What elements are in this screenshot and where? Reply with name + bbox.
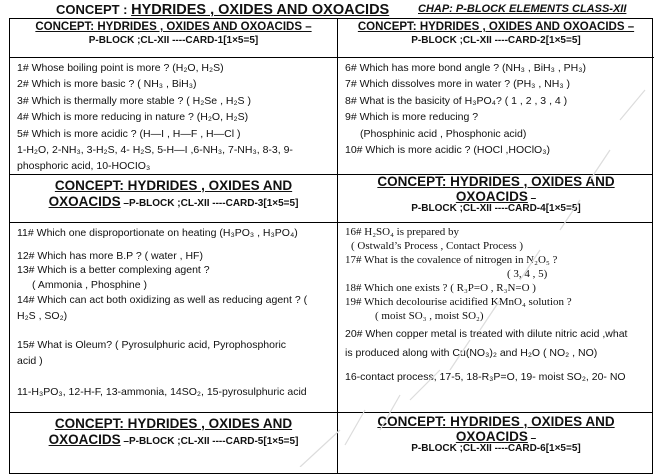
concept-title: HYDRIDES , OXIDES AND OXOACIDS bbox=[131, 2, 390, 18]
question-16-options: ( Ostwald’s Process , Contact Process ) bbox=[351, 240, 524, 252]
page-header bbox=[0, 0, 658, 18]
question-19: 19# Which decolourise acidified KMnO₄ solution ? bbox=[345, 296, 572, 308]
card-5-title: CONCEPT: HYDRIDES , OXIDES AND bbox=[54, 416, 293, 431]
card-3-title: CONCEPT: HYDRIDES , OXIDES AND bbox=[54, 178, 293, 193]
chapter-title: CHAP: P-BLOCK ELEMENTS CLASS-XII bbox=[418, 3, 627, 15]
question-14-options: H₂S , SO₂) bbox=[17, 310, 68, 323]
question-14: 14# Which can act both oxidizing as well as reducing agent ? ( bbox=[17, 294, 308, 307]
question-13: 13# Which is a better complexing agent ? bbox=[17, 264, 210, 277]
question-19-options: ( moist SO₃ , moist SO₂) bbox=[375, 310, 484, 322]
card-2 bbox=[338, 19, 654, 174]
card-6-title: CONCEPT: HYDRIDES , OXIDES AND bbox=[377, 414, 615, 429]
question-12: 12# Which has more B.P ? ( water , HF) bbox=[17, 250, 203, 263]
question-17: 17# What is the covalence of nitrogen in N₂O₅ ? bbox=[345, 254, 558, 266]
question-15-cont: acid ) bbox=[17, 355, 43, 368]
question-17-options: ( 3, 4 , 5) bbox=[507, 268, 548, 280]
question-20-cont: is produced along with Cu(NO₃)₂ and H₂O ( NO₂ , NO) bbox=[345, 347, 598, 359]
card-4-title-oxoacids: OXOACIDS bbox=[455, 188, 528, 204]
card-5-subtitle: –P-BLOCK ;CL-XII ----CARD-5[1×5=5] bbox=[120, 435, 299, 447]
question-8: 8# What is the basicity of H₃PO₄? ( 1 , 2 , 3 , 4 ) bbox=[345, 94, 568, 107]
card-4-title: CONCEPT: HYDRIDES , OXIDES AND bbox=[377, 175, 615, 189]
answers-11-15: 11-H₃PO₃, 12-H-F, 13-ammonia, 14SO₂, 15-pyrosulphuric acid bbox=[17, 385, 307, 398]
card-6-title-oxoacids: OXOACIDS bbox=[455, 428, 528, 444]
answers-line-2: phosphoric acid, 10-HOCIO₃ bbox=[17, 160, 151, 173]
card-4-body bbox=[338, 223, 654, 412]
concept-heading bbox=[56, 2, 389, 18]
question-4: 4# Which is more reducing in nature ? (H₂O, H₂S) bbox=[17, 111, 249, 124]
card-1-title: CONCEPT: HYDRIDES , OXIDES AND OXOACIDS – bbox=[35, 21, 312, 33]
card-4-dash: – bbox=[527, 192, 537, 204]
card-5-title-oxoacids: OXOACIDS bbox=[48, 431, 121, 447]
card-6-dash: – bbox=[527, 432, 537, 444]
card-1-subtitle: P-BLOCK ;CL-XII ----CARD-1[1×5=5] bbox=[88, 34, 259, 46]
question-15: 15# What is Oleum? ( Pyrosulphuric acid, Pyrophosphoric bbox=[17, 338, 287, 351]
question-3: 3# Which is thermally more stable ? ( H₂Se , H₂S ) bbox=[17, 94, 251, 107]
card-2-subtitle: P-BLOCK ;CL-XII ----CARD-2[1×5=5] bbox=[411, 34, 581, 46]
card-3-header bbox=[10, 175, 337, 222]
question-6: 6# Which has more bond angle ? (NH₃ , BiH₃ , PH₃) bbox=[345, 62, 587, 74]
question-16: 16# H₂SO₄ is prepared by bbox=[345, 226, 459, 238]
card-6-header bbox=[338, 413, 654, 475]
answers-16-20: 16-contact process, 17-5, 18-R₃P=O, 19- moist SO₂, 20- NO bbox=[345, 371, 626, 383]
card-3-body bbox=[10, 223, 337, 412]
question-10: 10# Which is more acidic ? (HOCl ,HOClO₃) bbox=[345, 144, 550, 157]
question-2: 2# Which is more basic ? ( NH₃ , BiH₃) bbox=[17, 78, 197, 91]
question-13-options: ( Ammonia , Phosphine ) bbox=[32, 279, 147, 292]
concept-prefix: CONCEPT : bbox=[56, 2, 128, 17]
card-1 bbox=[10, 19, 337, 174]
card-4-subtitle: P-BLOCK ;CL-XII ----CARD-4[1×5=5] bbox=[411, 203, 581, 215]
question-9: 9# Which is more reducing ? bbox=[345, 111, 479, 124]
card-6-subtitle: P-BLOCK ;CL-XII ----CARD-6[1×5=5] bbox=[411, 443, 581, 455]
question-1: 1# Whose boiling point is more ? (H₂O, H₂S) bbox=[17, 62, 224, 74]
card-3-title-oxoacids: OXOACIDS bbox=[48, 193, 121, 209]
question-9-options: (Phosphinic acid , Phosphonic acid) bbox=[360, 127, 527, 140]
question-7: 7# Which dissolves more in water ? (PH₃ , NH₃ ) bbox=[345, 78, 571, 91]
cards-table bbox=[9, 18, 653, 474]
question-11: 11# Which one disproportionate on heating (H₃PO₃ , H₃PO₄) bbox=[17, 227, 298, 239]
card-3-subtitle: –P-BLOCK ;CL-XII ----CARD-3[1×5=5] bbox=[120, 197, 299, 209]
card-2-title: CONCEPT: HYDRIDES , OXIDES AND OXOACIDS – bbox=[357, 21, 635, 33]
question-5: 5# Which is more acidic ? (H—I , H—F , H—Cl ) bbox=[17, 127, 241, 140]
answers-line-1: 1-H₂O, 2-NH₃, 3-H₂S, 4- H₂S, 5-H—I ,6-NH₃, 7-NH₃, 8-3, 9- bbox=[17, 144, 293, 157]
question-20: 20# When copper metal is treated with dilute nitric acid ,what bbox=[345, 328, 628, 340]
card-5-header bbox=[10, 413, 337, 475]
card-4-header bbox=[338, 175, 654, 222]
question-18: 18# Which one exists ? ( R₃P=O , R₃N=O ) bbox=[345, 282, 536, 294]
